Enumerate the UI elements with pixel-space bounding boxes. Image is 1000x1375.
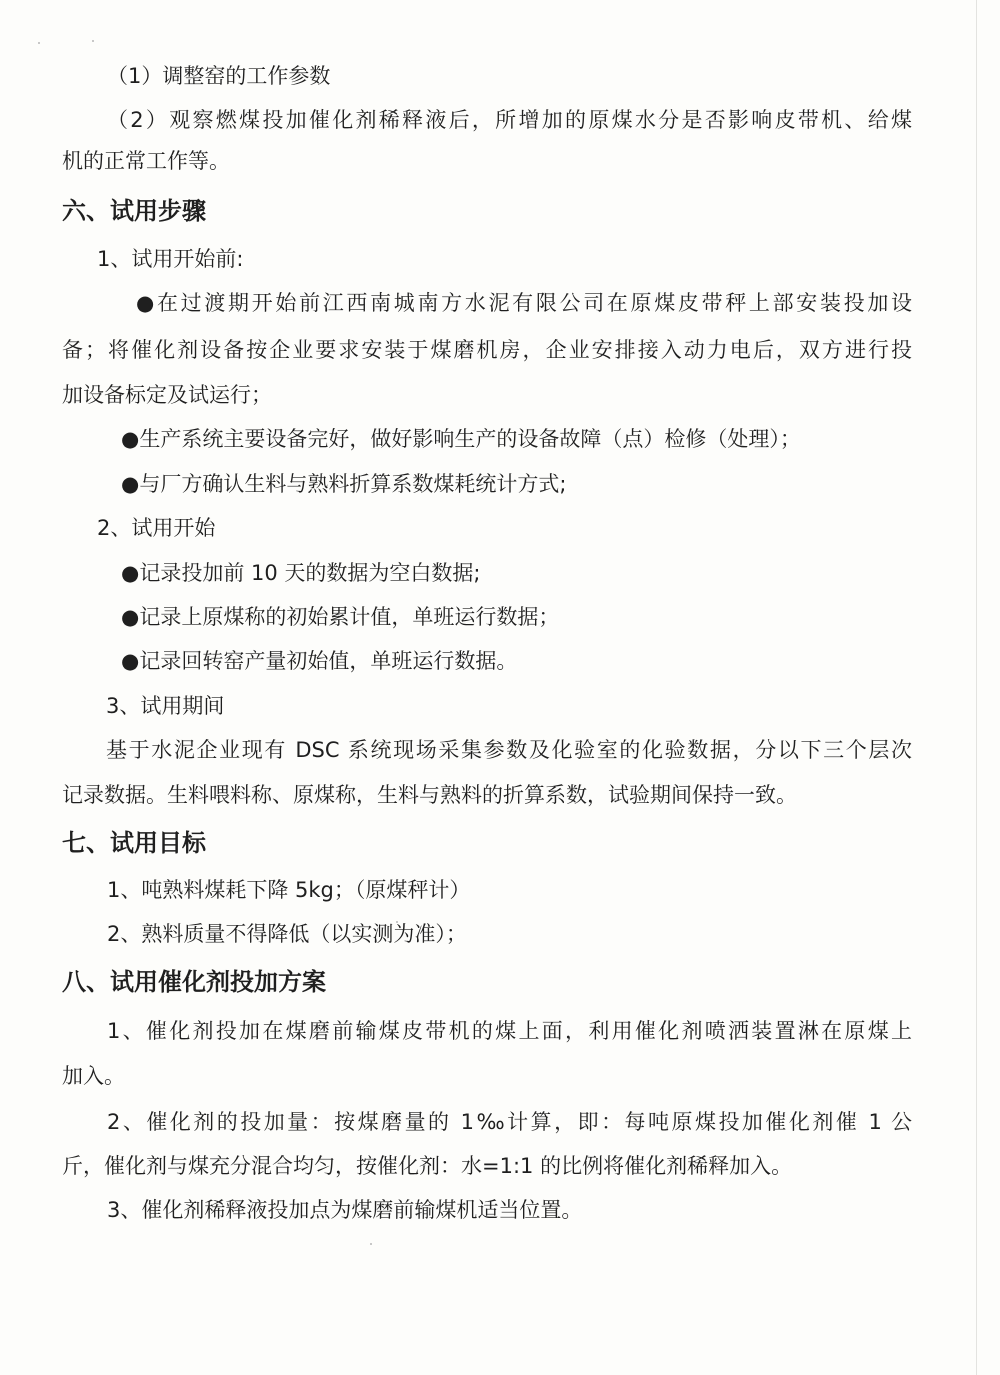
step-title: 1、试用开始前:: [97, 247, 244, 271]
paragraph-line: 3、催化剂稀释液投加点为煤磨前输煤机适当位置。: [107, 1198, 583, 1222]
step-title: 3、试用期间: [106, 694, 225, 718]
bullet-item: ●与厂方确认生料与熟料折算系数煤耗统计方式;: [121, 472, 567, 496]
paragraph-line: （1）调整窑的工作参数: [107, 64, 331, 88]
scan-speck: [92, 40, 94, 42]
bullet-item: ●记录投加前 10 天的数据为空白数据;: [121, 561, 481, 585]
paragraph-line: 斤，催化剂与煤充分混合均匀，按催化剂：水=1:1 的比例将催化剂稀释加入。: [62, 1154, 793, 1178]
section-heading: 七、试用目标: [62, 829, 206, 857]
bullet-line: 备；将催化剂设备按企业要求安装于煤磨机房，企业安排接入动力电后，双方进行投: [62, 338, 912, 362]
paragraph-line: 1、催化剂投加在煤磨前输煤皮带机的煤上面，利用催化剂喷洒装置淋在原煤上: [107, 1019, 912, 1043]
bullet-line: 加设备标定及试运行；: [62, 383, 272, 407]
bullet-item: ●记录回转窑产量初始值，单班运行数据。: [121, 649, 518, 673]
paragraph-line: 加入。: [62, 1064, 125, 1088]
paragraph-line: 2、催化剂的投加量：按煤磨量的 1‰计算，即：每吨原煤投加催化剂催 1 公: [107, 1110, 912, 1134]
goal-item: 1、吨熟料煤耗下降 5kg；（原煤秤计）: [107, 878, 471, 902]
paragraph-line: 记录数据。生料喂料称、原煤称，生料与熟料的折算系数，试验期间保持一致。: [62, 783, 797, 807]
section-heading: 六、试用步骤: [62, 197, 206, 225]
scan-speck: [370, 1243, 372, 1245]
bullet-item: ●生产系统主要设备完好，做好影响生产的设备故障（点）检修（处理）；: [121, 427, 801, 451]
bullet-line: ●在过渡期开始前江西南城南方水泥有限公司在原煤皮带秤上部安装投加设: [136, 291, 912, 315]
goal-item: 2、熟料质量不得降低（以实测为准）；: [107, 922, 467, 946]
step-title: 2、试用开始: [97, 516, 216, 540]
paragraph-line: （2）观察燃煤投加催化剂稀释液后，所增加的原煤水分是否影响皮带机、给煤: [107, 108, 912, 132]
paragraph-line: 基于水泥企业现有 DSC 系统现场采集参数及化验室的化验数据，分以下三个层次: [106, 738, 912, 762]
bullet-item: ●记录上原煤称的初始累计值，单班运行数据；: [121, 605, 560, 629]
paragraph-line: 机的正常工作等。: [62, 149, 230, 173]
scan-speck: [38, 42, 40, 44]
section-heading: 八、试用催化剂投加方案: [62, 968, 326, 996]
scan-edge-line: [976, 0, 977, 1375]
